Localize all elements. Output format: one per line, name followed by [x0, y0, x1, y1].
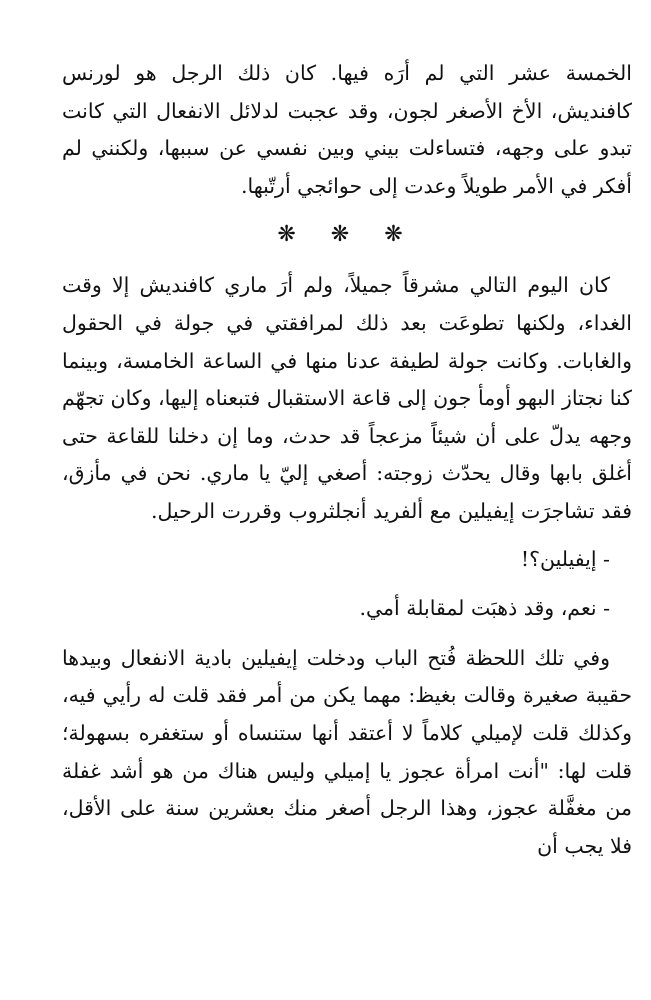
paragraph-continued: الخمسة عشر التي لم أرَه فيها. كان ذلك الرجل هو لورنس كافنديش، الأخ الأصغر لجون، وقد عجبت لدلائل الانفعال التي كانت تبدو على وجهه، فتساءلت بيني وبين نفسي عن سببها، ولكنني لم أفكر في الأمر طويلاً وعدت إلى حوائجي أرتّبها. — [62, 61, 632, 198]
dialogue-line: - إيفيلين؟! — [520, 546, 610, 571]
paragraph-section-start: كان اليوم التالي مشرقاً جميلاً، ولم أرَ ماري كافنديش إلا وقت الغداء، ولكنها تطوعَت بعد ذلك لمرافقتي في جولة في الحقول والغابات. وكانت جولة لطيفة عدنا منها في الساعة الخامسة، وبينما كنا نجتاز البهو أومأ جون إلى قاعة الاستقبال فتبعناه إليها، وكان تجهّم وجهه يدلّ على أن شيئاً مزعجاً قد حدث، وما إن دخلنا للقاعة حتى أغلق بابها وقال يحدّث زوجته: أصغي إليّ يا ماري. نحن في مأزق، فقد تشاجرَت إيفيلين مع ألفريد أنجلثروب وقررت الرحيل. — [62, 273, 632, 523]
section-separator: ❋ ❋ ❋ — [277, 222, 417, 248]
book-page — [62, 55, 632, 865]
paragraph-continuing: وفي تلك اللحظة فُتح الباب ودخلت إيفيلين بادية الانفعال وبيدها حقيبة صغيرة وقالت بغيظ: مهما يكن من أمر فقد قلت له رأيي فيه، وكذلك قلت لإميلي كلاماً لا أعتقد أنها ستنساه أو ستغفره بسهولة؛ قلت لها: "أنت امرأة عجوز يا إميلي وليس هناك من هو أشد غفلة من مغفَّلة عجوز، وهذا الرجل أصغر منك بعشرين سنة على الأقل، فلا يجب أن — [62, 645, 632, 858]
dialogue-line: - نعم، وقد ذهبَت لمقابلة أمي. — [359, 596, 610, 621]
